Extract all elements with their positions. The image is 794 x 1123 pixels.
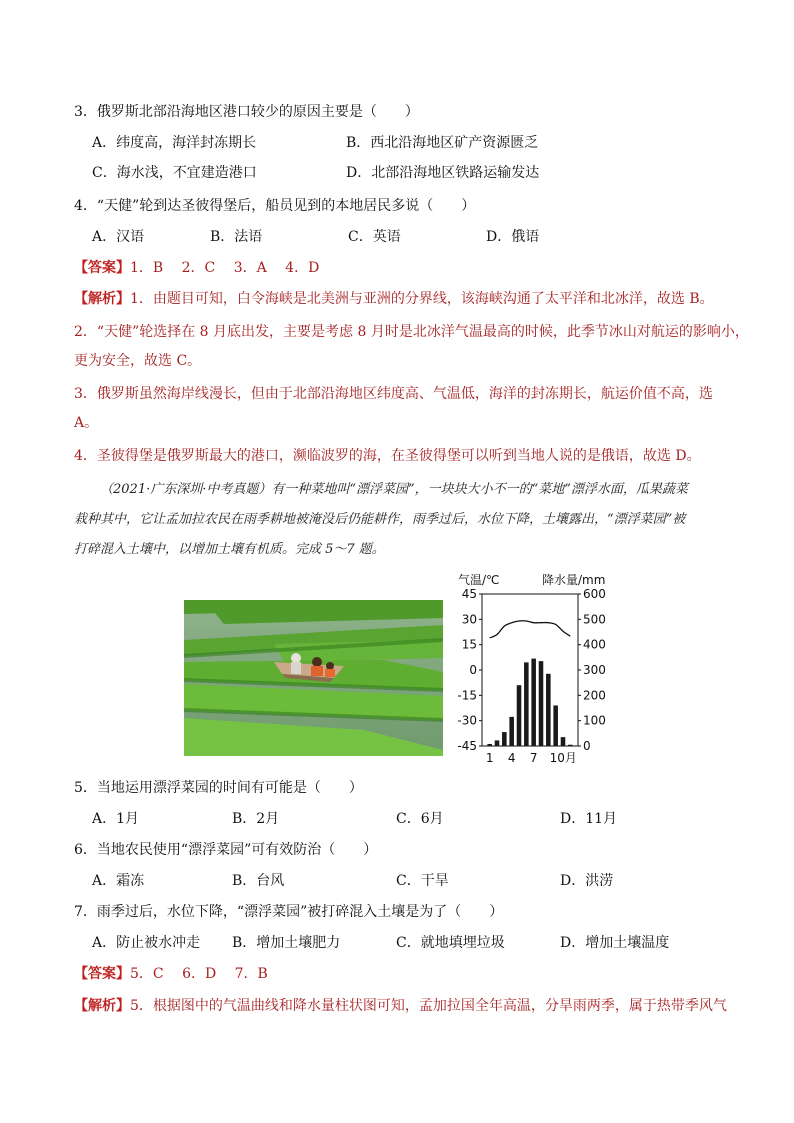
q5-option-d: D．11月 [560,811,618,827]
precipitation-bar [561,737,566,746]
q5-option-b: B．2月 [232,811,280,827]
analysis-line-1 [74,289,714,309]
answer-text: 1．B 2．C 3．A 4．D [130,260,320,276]
right-tick-label: 200 [583,688,606,703]
right-tick-label: 600 [583,587,606,601]
analysis-line-3: 更为安全，故选 C。 [74,353,202,369]
q3-option-d: D．北部沿海地区铁路运输发达 [346,165,540,181]
q7-option-a: A．防止被水冲走 [92,935,201,951]
q6-option-d: D．洪涝 [560,873,614,889]
answer-text: 5．C 6．D 7．B [130,966,268,982]
analysis-line-5: A。 [74,415,99,431]
plot-frame [482,594,578,746]
analysis-text: 1．由题目可知，白令海峡是北美洲与亚洲的分界线，该海峡沟通了太平洋和北冰洋，故选 B。 [130,291,714,307]
answer-tag: 【答案】 [74,966,130,982]
temperature-curve [490,621,571,638]
q7-option-c: C．就地填埋垃圾 [396,935,505,951]
right-tick-label: 500 [583,612,606,627]
left-tick-label: 45 [461,587,477,601]
left-tick-label: 0 [469,663,477,677]
precipitation-bar [531,659,536,746]
question-4-stem: 4．“天健”轮到达圣彼得堡后，船员见到的本地居民多说（ ） [74,198,476,214]
precipitation-bar [517,685,522,746]
analysis-text: 5．根据图中的气温曲线和降水量柱状图可知，孟加拉国全年高温，分旱雨两季，属于热带季风气 [130,998,727,1014]
right-tick-label: 100 [583,713,606,728]
question-7-stem: 7．雨季过后，水位下降，“漂浮菜园”被打碎混入土壤是为了（ ） [74,904,504,920]
left-tick-label: -15 [457,688,477,703]
q6-option-a: A．霜冻 [92,873,145,889]
precipitation-bar [509,717,514,746]
q4-option-a: A．汉语 [92,229,145,245]
precipitation-bar [546,674,551,746]
analysis-line-2: 2．“天健”轮选择在 8 月底出发，主要是考虑 8 月时是北冰洋气温最高的时候，此季节冰山对航运的影响小， [74,324,749,340]
floating-garden-photo [184,600,443,756]
y-axis-right-label: 降水量/mm [542,573,606,587]
right-tick-label: 300 [583,663,606,677]
right-tick-label: 0 [583,739,591,753]
precipitation-bar [502,732,507,746]
precipitation-bar [568,745,573,746]
q4-option-d: D．俄语 [486,229,540,245]
q4-option-b: B．法语 [210,229,263,245]
analysis-tag: 【解析】 [74,998,130,1014]
analysis-tag: 【解析】 [74,291,130,307]
question-5-stem: 5．当地运用漂浮菜园的时间有可能是（ ） [74,780,363,796]
right-tick-label: 400 [583,637,606,652]
x-tick-label: 4 [507,751,516,765]
precipitation-bar [495,740,500,746]
intro-line-1: （2021·广东深圳·中考真题）有一种菜地叫“漂浮菜园”，一块块大小不一的“菜地”漂浮水面，瓜果蔬菜 [100,482,688,497]
x-tick-label: 10月 [549,751,577,765]
q6-option-b: B．台风 [232,873,285,889]
analysis-line-6: 4．圣彼得堡是俄罗斯最大的港口，濒临波罗的海，在圣彼得堡可以听到当地人说的是俄语，故选 D。 [74,448,701,464]
q5-option-c: C．6月 [396,811,444,827]
answer-block-2 [74,964,268,984]
precipitation-bar [539,661,544,746]
q3-option-c: C．海水浅，不宜建造港口 [92,165,257,181]
q4-option-c: C．英语 [348,229,401,245]
answer-tag: 【答案】 [74,260,130,276]
q3-option-a: A．纬度高，海洋封冻期长 [92,135,257,151]
y-axis-left-label: 气温/℃ [458,573,500,587]
left-tick-label: -45 [457,739,477,753]
intro-line-2: 栽种其中，它让孟加拉农民在雨季耕地被淹没后仍能耕作，雨季过后，水位下降，土壤露出，“漂浮菜园”被 [74,512,686,527]
left-tick-label: -30 [457,713,477,728]
climate-chart [456,570,614,768]
answer-block-1 [74,258,319,278]
question-3-stem: 3．俄罗斯北部沿海地区港口较少的原因主要是（ ） [74,104,419,120]
x-tick-label: 1 [485,751,494,765]
analysis-line-4: 3．俄罗斯虽然海岸线漫长，但由于北部沿海地区纬度高、气温低，海洋的封冻期长，航运价值不高，选 [74,386,713,402]
left-tick-label: 15 [461,637,477,652]
floating-garden-illustration [184,600,443,756]
q6-option-c: C．干旱 [396,873,449,889]
precipitation-bar [487,744,492,746]
question-6-stem: 6．当地农民使用“漂浮菜园”可有效防治（ ） [74,842,378,858]
precipitation-bar [524,662,529,746]
x-tick-label: 7 [529,751,538,765]
q3-option-b: B．西北沿海地区矿产资源匮乏 [346,135,539,151]
left-tick-label: 30 [461,612,477,627]
q5-option-a: A．1月 [92,811,140,827]
q7-option-b: B．增加土壤肥力 [232,935,341,951]
precipitation-bar [553,705,558,746]
q7-option-d: D．增加土壤温度 [560,935,670,951]
analysis-block-2 [74,996,727,1016]
intro-line-3: 打碎混入土壤中，以增加土壤有机质。完成 5～7 题。 [74,542,385,557]
